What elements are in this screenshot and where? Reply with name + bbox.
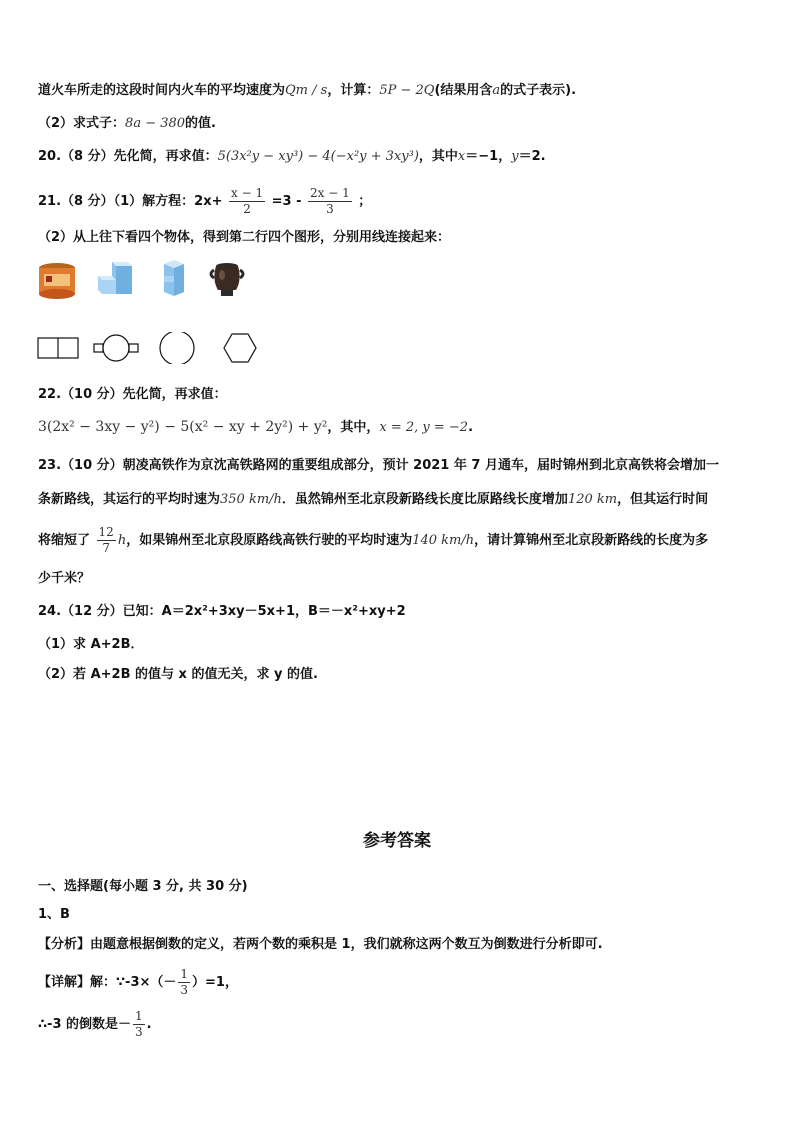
q20-expression: 5(3x²y − xy³) − 4(−x²y + 3xy³) xyxy=(217,149,419,164)
answer-item-1: 1、B xyxy=(38,907,70,922)
fraction-2: $\frac{2x - 1}{3}$ xyxy=(310,186,350,216)
question-22: 22.（10 分）先化简，再求值： xyxy=(38,387,227,402)
views-row xyxy=(36,332,266,364)
q19-expr: 5P − 2Q xyxy=(379,83,435,98)
question-20: 20.（8 分）先化简，再求值：5(3x²y − xy³) − 4(−x²y + 3xy³)，其中x＝−1，y＝2. xyxy=(38,149,546,164)
q23-line4: 少千米？ xyxy=(38,571,91,586)
two-rectangles-view xyxy=(38,338,78,358)
answers-section: 一、选择题(每小题 3 分, 共 30 分) xyxy=(38,879,248,894)
q19-speed: Qm / s xyxy=(285,83,328,98)
q22-expression: 3(2x² − 3xy − y²) − 5(x² − xy + 2y²) + y² xyxy=(38,419,328,435)
hexagon-view xyxy=(224,334,256,362)
q23-line1: 23.（10 分）朝凌高铁作为京沈高铁路网的重要组成部分，预计 2021 年 7 月通车，届时锦州到北京高铁将会增加一 xyxy=(38,458,719,473)
q24-line1: 24.（12 分）已知：A＝2x²+3xy－5x+1，B＝－x²+xy+2 xyxy=(38,604,406,619)
fraction-1: $\frac{x - 1}{2}$ xyxy=(231,186,264,216)
q24-line3: （2）若 A+2B 的值与 x 的值无关，求 y 的值. xyxy=(38,667,318,682)
answer-detail: 【详解】解：∵-3×（－ $\frac{1}{3}$ ）=1， xyxy=(38,967,238,997)
bronze-vessel-image xyxy=(206,260,248,300)
answer-conclusion: ∴-3 的倒数是－ $\frac{1}{3}$ . xyxy=(38,1009,152,1039)
q22-expression-line: 3(2x² − 3xy − y²) − 5(x² − xy + 2y²) + y²，其中，x = 2, y = −2. xyxy=(38,419,474,435)
question-21: 21.（8 分）（1）解方程：2x+ $\frac{x - 1}{2}$ =3 - $\frac{2x - 1}{3}$ ； xyxy=(38,186,372,216)
answers-title: 参考答案 xyxy=(363,831,431,851)
q23-line2: 条新路线，其运行的平均时速为350 km/h．虽然锦州至北京段新路线长度比原路线长度增加120 km，但其运行时间 xyxy=(38,492,709,507)
q24-line2: （1）求 A+2B． xyxy=(38,637,144,652)
answer-analysis: 【分析】由题意根据倒数的定义，若两个数的乘积是 1，我们就称这两个数互为倒数进行分析即可. xyxy=(38,937,603,952)
q19-line: 道火车所走的这段时间内火车的平均速度为Qm / s，计算：5P − 2Q(结果用含a的式子表示). xyxy=(38,83,577,98)
q19-part2: （2）求式子：8a − 380的值. xyxy=(38,116,216,131)
stepped-block-image xyxy=(94,258,136,300)
circle-with-tabs-view xyxy=(94,335,138,361)
q23-line3: 将缩短了 $\frac{12}{7}$ h，如果锦州至北京段原路线高铁行驶的平均时速为140 km/h，请计算锦州至北京段新路线的长度为多 xyxy=(38,525,709,555)
q21-part2: （2）从上往下看四个物体，得到第二行四个图形，分别用线连接起来： xyxy=(38,230,451,245)
tea-can-image xyxy=(36,260,78,300)
circle-view xyxy=(160,332,194,364)
prism-block-image xyxy=(160,258,190,300)
q23-fraction: $\frac{12}{7}$ xyxy=(98,525,114,555)
